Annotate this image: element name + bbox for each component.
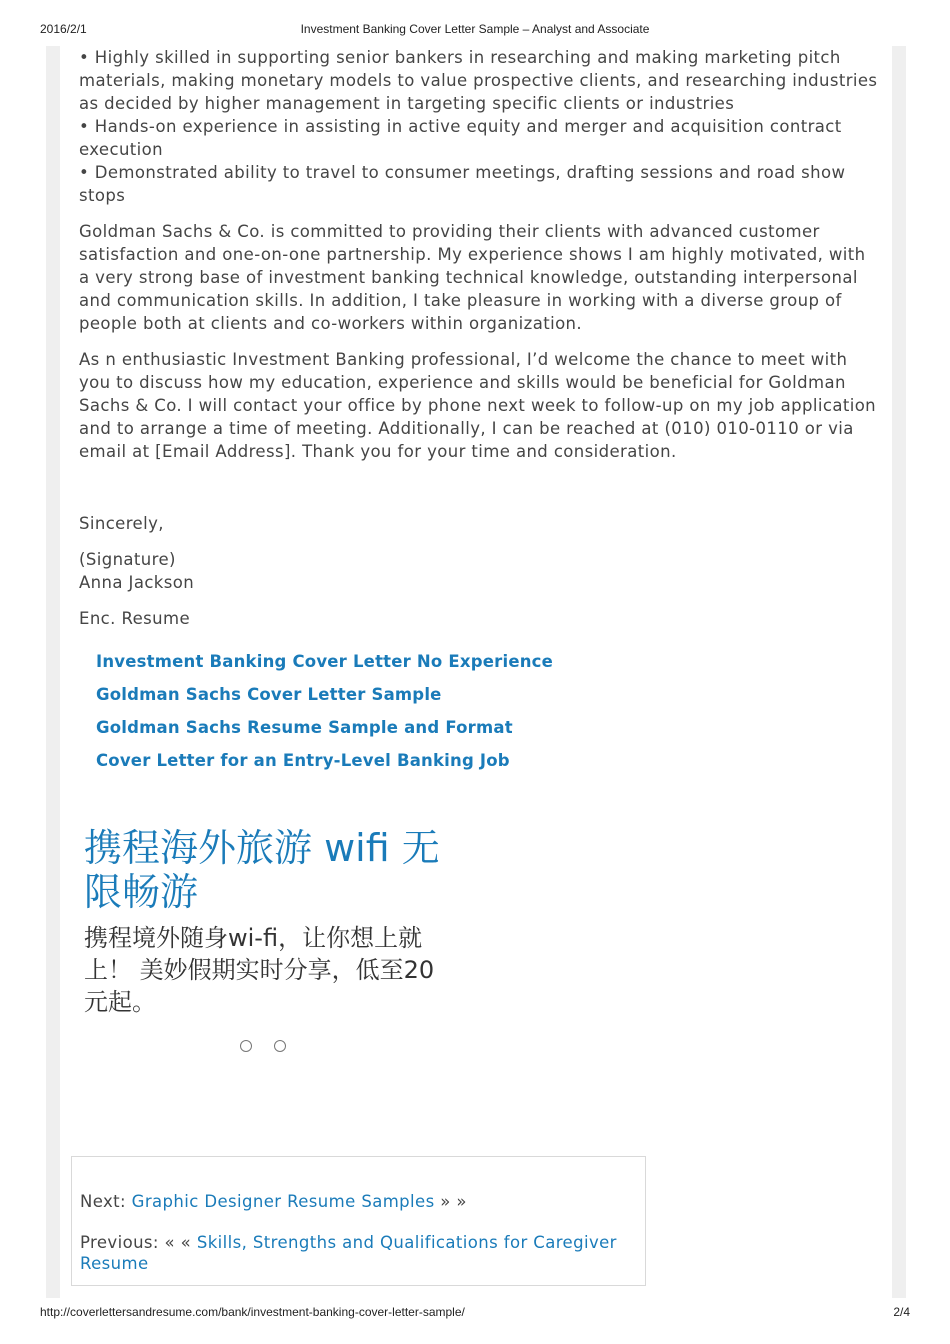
post-navigation [71, 1156, 646, 1286]
ad-pagination-dot[interactable] [274, 1040, 286, 1052]
ad-pagination [240, 1037, 308, 1056]
print-page-number: 2/4 [893, 1305, 910, 1319]
next-arrows: » » [440, 1192, 467, 1211]
letter-body [79, 46, 879, 643]
next-post [80, 1191, 645, 1212]
print-date: 2016/2/1 [40, 22, 87, 36]
related-link[interactable]: Goldman Sachs Cover Letter Sample [96, 685, 442, 704]
related-link[interactable]: Goldman Sachs Resume Sample and Format [96, 718, 513, 737]
spacer [79, 476, 879, 512]
ad-banner[interactable] [84, 826, 464, 1018]
previous-post [80, 1232, 645, 1274]
letter-paragraph: Goldman Sachs & Co. is committed to providing their clients with advanced customer satisfaction and one-on-one partnership. My experience shows I am highly motivated, with a very strong base of investment banking technical knowledge, outstanding interpersonal and communication skills. In addition, I take pleasure in working with a diverse group of people both at clients and co-workers within organization. [79, 222, 866, 333]
print-header [40, 22, 910, 40]
letter-paragraph: As n enthusiastic Investment Banking professional, I’d welcome the chance to meet with you to discuss how my education, experience and skills would be beneficial for Goldman Sachs & Co. I will contact your office by phone next week to follow-up on my job application and to arrange a time of meeting. Additionally, I can be reached at (010) 010-0110 or via email at [Email Address]. Thank you for your time and consideration. [79, 350, 877, 461]
related-links [96, 650, 553, 782]
print-url: http://coverlettersandresume.com/bank/investment-banking-cover-letter-sample/ [40, 1305, 465, 1319]
letter-author-name: Anna Jackson [79, 573, 195, 592]
ad-title[interactable]: 携程海外旅游 wifi 无限畅游 [84, 826, 440, 914]
qualification-bullets [79, 46, 879, 207]
page-frame-left [46, 46, 60, 1298]
previous-post-link[interactable]: Skills, Strengths and Qualifications for Caregiver Resume [80, 1233, 617, 1273]
ad-description: 携程境外随身wi-fi，让你想上就上！ 美妙假期实时分享，低至20元起。 [84, 924, 435, 1016]
related-link[interactable]: Cover Letter for an Entry-Level Banking Job [96, 751, 510, 770]
letter-signature: (Signature) [79, 550, 176, 569]
ad-pagination-dot[interactable] [240, 1040, 252, 1052]
previous-label: Previous: [80, 1233, 159, 1252]
letter-enclosure: Enc. Resume [79, 609, 190, 628]
related-link[interactable]: Investment Banking Cover Letter No Experience [96, 652, 554, 671]
bullet-item: • Demonstrated ability to travel to consumer meetings, drafting sessions and road show stops [79, 163, 846, 205]
page-frame-right [892, 46, 906, 1298]
next-label: Next: [80, 1192, 126, 1211]
bullet-item: • Hands-on experience in assisting in active equity and merger and acquisition contract execution [79, 117, 842, 159]
bullet-item: • Highly skilled in supporting senior bankers in researching and making marketing pitch materials, making monetary models to value prospective clients, and researching industries as decided by higher management in targeting specific clients or industries [79, 48, 878, 113]
letter-closing: Sincerely, [79, 514, 164, 533]
print-footer [40, 1305, 910, 1323]
previous-arrows: « « [164, 1233, 192, 1252]
next-post-link[interactable]: Graphic Designer Resume Samples [131, 1192, 435, 1211]
print-page-title: Investment Banking Cover Letter Sample – Analyst and Associate [300, 22, 650, 36]
